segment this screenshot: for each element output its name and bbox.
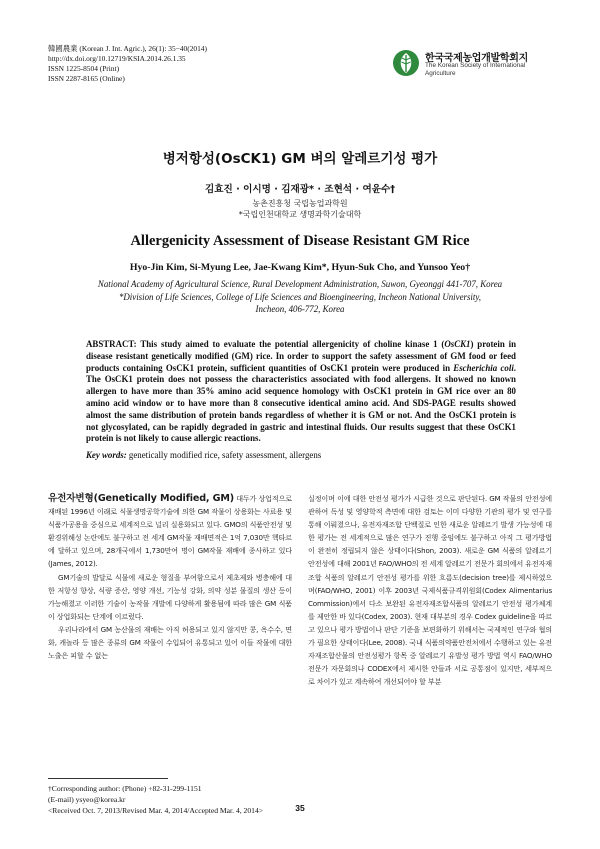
society-block	[392, 49, 562, 79]
society-name-ko: 한국국제농업개발학회지	[425, 53, 528, 64]
affiliations-korean	[0, 198, 600, 220]
received-dates: <Received Oct. 7, 2013/Revised Mar. 4, 2014/Accepted Mar. 4, 2014>	[48, 805, 264, 815]
body-paragraph: GM기술의 발달로 식물에 새로운 형질을 부여함으로서 제초제와 병충해에 대한 저항성 향상, 식량 증산, 영양 개선, 기능성 강화, 의약 성분 물질의 생산 등이 가능해졌고 이러한 기술이 농작물 개발에 다양하게 활용됨에 따라 많은 GM 식품이 상업화되는 단계에 이르렀다.	[48, 572, 292, 621]
body-paragraph: 우리나라에서 GM 농산물의 재배는 아직 허용되고 있지 않지만 콩, 옥수수, 면화, 캐놀라 등 많은 종류의 GM 작물이 수입되어 유통되고 있어 이들 작물에 대한 노출은 피할 수 없는	[48, 624, 292, 661]
affiliation-en-3: Incheon, 406-772, Korea	[255, 304, 345, 314]
journal-citation: 韓國農業 (Korean J. Int. Agric.), 26(1): 35−40(2014)	[48, 44, 207, 53]
journal-header	[48, 44, 207, 84]
corresponding-email[interactable]: (E-mail) ysyeo@korea.kr	[48, 794, 126, 804]
authors-english: Hyo-Jin Kim, Si-Myung Lee, Jae-Kwang Kim*, Hyun-Suk Cho, and Yunsoo Yeo†	[129, 262, 471, 273]
body-text: 대두가 상업적으로 재배된 1996년 이래로 식물생명공학기술에 의한 GM 작물이 상용화는 사료용 및 식품가공용을 중심으로 세계적으로 널리 실용화되고 있다. GMO의 식품안전성 및 환경위해성 논란에도 불구하고 전 세계 GM작물 재배면적은 1억 7,030만 헥타르에 달하고 있으며, 28개국에서 1,730만여 명이 GM작물 재배에 종사하고 있다(James, 2012).	[48, 494, 292, 569]
abstract-gene: OsCK1	[444, 339, 471, 349]
issn-online: ISSN 2287-8165 (Online)	[48, 74, 125, 83]
abstract-label: ABSTRACT:	[86, 339, 137, 349]
affiliation-ko-1: 농촌진흥청 국립농업과학원	[252, 199, 348, 208]
abstract-text-2: ) protein in disease resistant genetically modified (GM) rice. In order to support the safety assessment of GM food or feed products containing OsCK1 protein, sufficient quantities of OsCK1 protein were produced in	[86, 339, 516, 373]
affiliation-ko-2: *국립인천대학교 생명과학기술대학	[238, 210, 362, 219]
keywords-label: Key words:	[86, 450, 127, 460]
affiliation-en-1: National Academy of Agricultural Science, Rural Development Administration, Suwon, Gyeonggi 441-707, Korea	[97, 279, 503, 289]
title-korean: 병저항성(OsCK1) GM 벼의 알레르기성 평가	[162, 151, 438, 167]
abstract	[86, 339, 516, 445]
society-leaf-logo-icon	[392, 49, 420, 77]
footnote-divider	[48, 778, 168, 779]
affiliation-en-2: *Division of Life Sciences, College of Life Sciences and Bioengineering, Incheon National University,	[118, 291, 482, 302]
affiliations-english	[62, 278, 538, 316]
society-name-en: The Korean Society of International Agriculture	[425, 62, 526, 77]
corresponding-author: †Corresponding author: (Phone) +82-31-299-1151	[48, 784, 202, 793]
body-column-left	[48, 492, 292, 662]
keywords-text: genetically modified rice, safety assessment, allergens	[126, 450, 322, 460]
abstract-text-1: This study aimed to evaluate the potential allergenicity of choline kinase 1 (	[136, 339, 445, 349]
abstract-text-3: . The OsCK1 protein does not possess the characteristics associated with food allergens. It showed no known allergen to have more than 35% amino acid sequence homology with OsCK1 protein in GM rice over an 80 amino acid window or to have more than 8 consecutive identical amino acid. And SDS-PAGE results showed almost the same distribution of protein bands regardless of whether it is GM or not. And the OsCK1 protein is not glycosylated, can be rapidly degraded in gastric and intestinal fluids. Our results suggest that these OsCK1 protein is not likely to cause allergic reactions.	[86, 362, 516, 444]
abstract-organism: Escherichia coli	[453, 362, 514, 373]
body-paragraph: 실정이며 이에 대한 안전성 평가가 시급한 것으로 판단된다. GM 작물의 안전성에 관하여 독성 및 영양학적 측면에 대한 검토는 이미 다양한 기관의 평가 및 연구를 통해 이뤄졌으나, 유전자재조합 단백질로 인한 새로운 알레르기 발생 가능성에 대한 평가는 전 세계적으로 많은 연구가 진행 중임에도 불구하고 아직 그 평가방법이 완전히 정립되지 않은 상태이다(Shon, 2003). 새로운 GM 식품의 알레르기 안전성에 대해 2001년 FAO/WHO의 전 세계 알레르기 전문가 회의에서 유전자재조합 식품의 알레르기 안전성 평가를 위한 흐름도(decision tree)를 제시하였으며(FAO/WHO, 2001) 이후 2003년 국제식품규격위원회(Codex Alimentarius Commission)에서 다소 보완된 유전자재조합식품의 알레르기 안전성 평가체계를 제안한 바 있다(Codex, 2003). 현재 대부분의 경우 Codex guideline을 따르고 있으나 평가 방법이나 판단 기준을 보편화하기 위해서는 국제적인 연구와 협의가 필요한 상태이다(Lee, 2008). 국내 식품의약품안전처에서 수행하고 있는 유전자재조합산물의 안전성평가 항목 중 알레르기 유발성 평가 방법 역시 FAO/WHO 전문가 자문회의나 CODEX에서 제시한 안들과 서로 공통점이 있지만, 세부적으로 차이가 있고 계속하여 개선되어야 할 부분	[308, 494, 552, 687]
authors-korean: 김효진 · 이시명 · 김재광* · 조현석 · 여윤수†	[204, 184, 396, 195]
page-number: 35	[295, 803, 305, 813]
keywords	[86, 450, 516, 460]
lead-term: 유전자변형(Genetically Modified, GM)	[48, 493, 235, 504]
journal-doi[interactable]: http://dx.doi.org/10.12719/KSIA.2014.26.1.35	[48, 54, 186, 63]
title-english: Allergenicity Assessment of Disease Resistant GM Rice	[130, 233, 470, 249]
body-column-right	[308, 492, 552, 688]
body-paragraph	[48, 492, 292, 571]
issn-print: ISSN 1225-8504 (Print)	[48, 64, 120, 73]
